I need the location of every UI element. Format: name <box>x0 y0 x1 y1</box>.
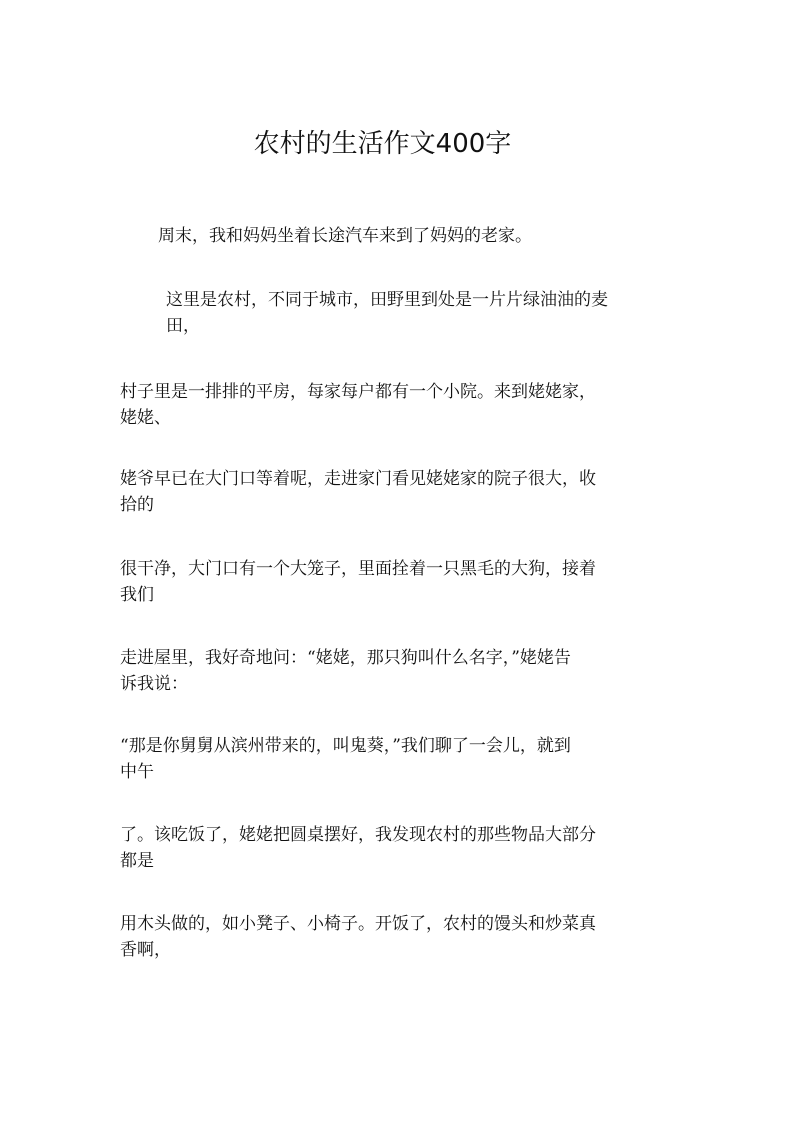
paragraph <box>120 645 571 697</box>
paragraph-line: 姥姥、 <box>120 408 171 428</box>
paragraph <box>120 466 596 518</box>
paragraph-line: 村子里是一排排的平房，每家每户都有一个小院。来到姥姥家， <box>120 382 596 402</box>
paragraph-line: 拾的 <box>120 495 154 515</box>
paragraph <box>120 822 596 874</box>
paragraph-line: 都是 <box>120 851 154 871</box>
paragraph-line: 用木头做的，如小凳子、小椅子。开饭了，农村的馒头和炒菜真 <box>120 914 596 934</box>
paragraph-line: 很干净，大门口有一个大笼子，里面拴着一只黑毛的大狗，接着 <box>120 559 596 579</box>
paragraph-line: 这里是农村，不同于城市，田野里到处是一片片绿油油的麦 <box>166 290 608 310</box>
document-title: 农村的生活作文400字 <box>253 129 512 159</box>
paragraph-line: “那是你舅舅从滨州带来的，叫鬼葵，”我们聊了一会儿，就到 <box>120 736 571 756</box>
paragraph-line: 香啊， <box>120 940 171 960</box>
paragraph <box>166 287 608 339</box>
paragraph <box>120 733 571 785</box>
paragraph-line: 周末，我和妈妈坐着长途汽车来到了妈妈的老家。 <box>158 226 532 246</box>
paragraph-line: 我们 <box>120 585 154 605</box>
paragraph <box>120 556 596 608</box>
paragraph-line: 了。该吃饭了，姥姥把圆桌摆好，我发现农村的那些物品大部分 <box>120 825 596 845</box>
paragraph-line: 田， <box>166 316 200 336</box>
paragraph <box>120 911 596 963</box>
paragraph-line: 中午 <box>120 762 154 782</box>
paragraph <box>120 379 596 431</box>
paragraph-line: 姥爷早已在大门口等着呢，走进家门看见姥姥家的院子很大，收 <box>120 469 596 489</box>
paragraph-line: 走进屋里，我好奇地问：“姥姥，那只狗叫什么名字，”姥姥告 <box>120 648 571 668</box>
paragraph <box>158 223 532 249</box>
paragraph-line: 诉我说： <box>120 674 188 694</box>
